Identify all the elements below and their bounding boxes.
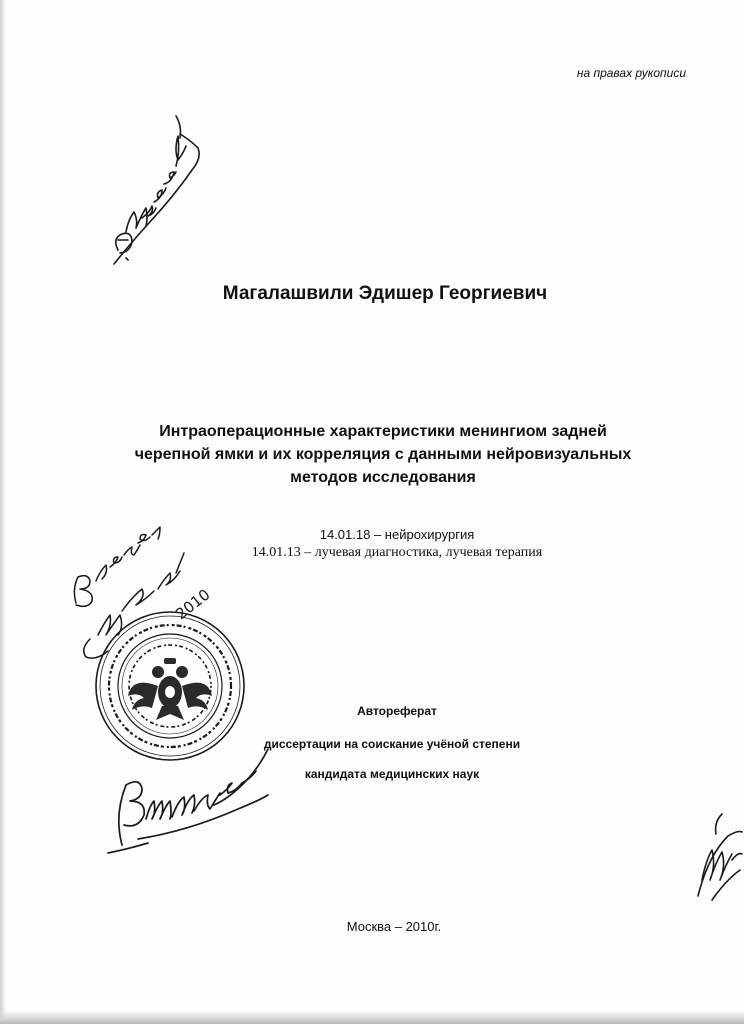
dissertation-title <box>0 420 744 489</box>
author-signature <box>96 108 226 273</box>
author-name: Магалашвили Эдишер Георгиевич <box>222 283 548 304</box>
title-line: черепной ямки и их корреляция с данными нейровизуальных <box>134 446 632 463</box>
handwritten-year: 2010 <box>172 585 214 624</box>
specialty-secondary: 14.01.13 – лучевая диагностика, лучевая терапия <box>251 545 543 560</box>
rights-note: на правах рукописи <box>576 66 686 80</box>
scan-edge-bottom <box>0 1010 744 1024</box>
academic-degree-line: кандидата медицинских наук <box>304 767 480 781</box>
margin-signature-fragment <box>692 800 744 910</box>
specialty-primary: 14.01.18 – нейрохирургия <box>319 527 475 542</box>
document-purpose-line: диссертации на соискание учёной степени <box>263 737 521 751</box>
city-year: Москва – 2010г. <box>346 919 442 934</box>
scan-edge-left <box>0 0 6 1024</box>
official-signature <box>98 745 280 860</box>
title-line: методов исследования <box>290 469 476 486</box>
title-line: Интраоперационные характеристики менингиом задней <box>159 423 607 440</box>
document-type-label: Автореферат <box>357 704 437 718</box>
